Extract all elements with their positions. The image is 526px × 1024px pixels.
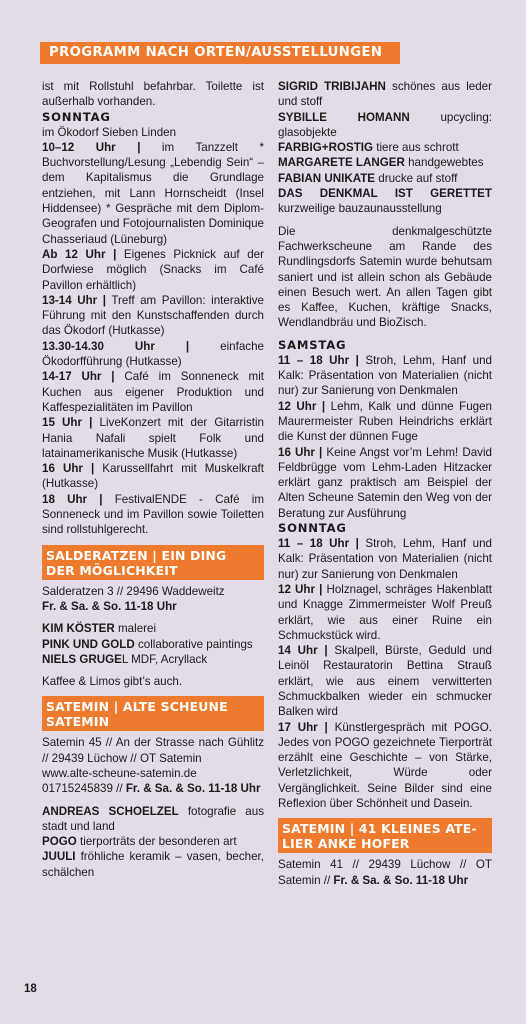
artist-desc: tiere aus schrott (373, 141, 459, 155)
event-time: 11 – 18 Uhr | (278, 537, 359, 551)
phone-number: 01715245839 // (42, 782, 126, 796)
event-text: Karussellfahrt mit Muskelkraft (Hutkasse) (42, 462, 264, 491)
day-heading-sunday: SONNTAG (42, 109, 111, 124)
artist-name: ANDREAS SCHOELZEL (42, 804, 179, 818)
event-item (278, 643, 492, 719)
event-time: 14-17 Uhr | (42, 370, 115, 384)
event-text: Stroh, Lehm, Hanf und Kalk: Präsentation von Materialien (nicht nur) zur Sanierung von Denkmalen (278, 537, 492, 581)
event-item (42, 461, 264, 492)
artist-desc: fotografie aus stadt und land (42, 804, 264, 833)
event-text: FestivalENDE - Café im Sonneneck und im Pavillon sowie Toiletten sind rollstuhlgerecht. (42, 492, 264, 537)
event-item (42, 415, 264, 461)
artist-item (278, 79, 492, 110)
section-heading-anke-hofer (278, 818, 492, 853)
event-time: 14 Uhr | (278, 644, 328, 658)
event-time: 10–12 Uhr | (42, 140, 141, 154)
artist-desc: upcycling: glasobjekte (278, 110, 492, 139)
event-text: Skalpell, Bürste, Geduld und Leinöl Restauratorin Bettina Strauß erklärt, wie aus einem verwitterten Schmuckbalken wieder ein schmucker Balken wird (278, 644, 492, 719)
section-title-line: DER MÖGLICHKEIT (46, 562, 178, 578)
event-text: einfache Ökodorfführung (Hutkasse) (42, 339, 264, 369)
event-item (42, 247, 264, 293)
event-time: 17 Uhr | (278, 720, 328, 734)
artist-item (278, 155, 492, 170)
left-column (42, 79, 264, 880)
event-text: Treff am Pavillon: interaktive Führung mit den Kunstschaffenden durch das Ökodorf (Hutkasse) (42, 293, 264, 338)
right-column (278, 79, 492, 888)
website-link[interactable]: www.alte-scheune-satemin.de (42, 766, 197, 780)
section-heading-salderatzen (42, 545, 264, 580)
event-item (278, 720, 492, 812)
section-title-line: LIER ANKE HOFER (282, 836, 410, 852)
event-time: 16 Uhr | (278, 445, 323, 459)
opening-hours: Fr. & Sa. & So. 11-18 Uhr (125, 782, 261, 796)
artist-name: SYBILLE HOMANN (278, 110, 410, 124)
artist-item (42, 834, 264, 849)
artist-item (278, 171, 492, 186)
artist-name: JUULI (42, 850, 76, 864)
event-text: LiveKonzert mit der Gitarristin Hania Nafali spielt Folk und latainamerikanische Musik (Hutkasse) (42, 416, 264, 460)
event-item (42, 369, 264, 415)
event-item (278, 353, 492, 399)
event-text: Stroh, Lehm, Hanf und Kalk: Präsentation von Materialien (nicht nur) zur Sanierung von Denkmalen (278, 353, 492, 398)
artist-item (42, 652, 264, 667)
section-title-line: SATEMIN | ALTE SCHEUNE (46, 699, 228, 715)
event-item (278, 582, 492, 643)
location-text: im Ökodorf Sieben Linden (42, 125, 177, 139)
event-time: Ab 12 Uhr | (42, 247, 117, 261)
event-text: Lehm, Kalk und dünne Fugen Maurermeister Ruben Heindrichs erklärt die Kunst der dünnen Fuge (278, 399, 492, 444)
event-item (42, 339, 264, 370)
event-text: im Tanzzelt * Buchvorstellung/Lesung „Lebendig Sein“ – dem Kapitalismus die Grundlage entziehen, mit Lann Hornscheidt (Insel Hiddensee) * Gespräche mit dem Diplom-Geografen und Fotojournalisten Dominique Chasseriaud (Lüneburg) (42, 140, 264, 246)
artist-name: POGO (42, 835, 77, 849)
event-text: Eigenes Picknick auf der Dorfwiese möglich (Snacks im Café Pavillon erhältlich) (42, 247, 264, 292)
artist-desc: collaborative paintings (134, 637, 253, 651)
address-and-hours (278, 857, 492, 888)
address-text: Satemin 41 // 29439 Lüchow // OT Satemin // (278, 858, 492, 887)
artist-item (278, 186, 492, 217)
artist-desc: L MDF, Acryllack (121, 652, 208, 666)
page-number: 18 (24, 983, 37, 995)
artist-name: MARGARETE LANGER (278, 156, 405, 170)
artist-name: KIM KÖSTER (42, 622, 115, 636)
intro-text: ist mit Rollstuhl befahrbar. Toilette ist außerhalb vorhanden. (42, 80, 264, 109)
event-item (42, 140, 264, 247)
artist-desc: tierporträts der besonderen art (76, 835, 237, 849)
event-time: 18 Uhr | (42, 492, 103, 506)
artist-name: DAS DENKMAL IST GERETTET (278, 187, 492, 201)
artist-name: FARBIG+ROSTIG (278, 141, 374, 155)
day-heading-sunday: SONNTAG (278, 521, 347, 536)
address-text: Satemin 45 // An der Strasse nach Gühlitz // 29439 Lüchow // OT Satemin (42, 736, 264, 765)
artist-item (278, 140, 492, 155)
artist-desc: handgewebtes (404, 156, 484, 170)
artist-item (42, 804, 264, 835)
artist-name: SIGRID TRIBIJAHN (278, 80, 386, 93)
artist-desc: kurzweilige bauzaunausstellung (278, 202, 442, 216)
event-time: 12 Uhr | (278, 399, 326, 413)
opening-hours: Fr. & Sa. & So. 11-18 Uhr (333, 873, 469, 887)
artist-item (278, 110, 492, 141)
event-time: 11 – 18 Uhr | (278, 353, 359, 367)
page-header-banner: PROGRAMM NACH ORTEN/AUSSTELLUNGEN (40, 42, 400, 64)
event-item (42, 293, 264, 339)
event-item (42, 492, 264, 538)
event-time: 15 Uhr | (42, 416, 93, 430)
event-text: Holznagel, schräges Hakenblatt und Knagge Zimmermeister Wolf Preuß erklärt, wie aus einer Ruine ein Schmuckstück wird. (278, 582, 492, 642)
event-text: Café im Sonneneck mit Kuchen aus eigener Produktion und Kaffespezialitäten im Pavillon (42, 370, 264, 414)
description-text: Die denkmalgeschützte Fachwerkscheune am Rande des Rundlingsdorfs Satemin wurde behutsam saniert und ist allein schon als Gebäude einen Besuch wert. An allen Tagen gibt es Kaffee, Kuchen, kräftige Snacks, Wendlandbräu und BioZisch. (278, 224, 492, 330)
artist-item (42, 849, 264, 880)
event-time: 16 Uhr | (42, 462, 95, 476)
event-time: 12 Uhr | (278, 582, 323, 596)
artist-name: NIELS GRUGE (42, 652, 122, 666)
event-text: Keine Angst vor’m Lehm! David Feldbrügge vom Lehm-Laden Hitzacker erklärt ganz praktisch am Beispiel der Alten Scheune Satemin den Weg von der Beratung zur Ausführung (278, 445, 492, 520)
event-time: 13-14 Uhr | (42, 293, 106, 307)
note-text: Kaffee & Limos gibt’s auch. (42, 675, 183, 689)
artist-desc: drucke auf stoff (375, 171, 458, 185)
opening-hours: Fr. & Sa. & So. 11-18 Uhr (42, 599, 177, 613)
section-title-line: SATEMIN (46, 714, 110, 730)
artist-name: PINK UND GOLD (42, 637, 135, 651)
event-item (278, 536, 492, 582)
event-item (278, 399, 492, 445)
section-title-line: SALDERATZEN | EIN DING (46, 547, 227, 563)
artist-desc: malerei (114, 622, 157, 636)
artist-item (42, 621, 264, 636)
address-text: Salderatzen 3 // 29496 Waddeweitz (42, 584, 225, 598)
event-text: Künstlergespräch mit POGO. Jedes von POGO gezeichnete Tierporträt erzählt eine Geschichte – von Stärke, Verletzlichkeit, Würde oder Vergänglichkeit. Seine Bilder sind eine Reflexion über Schönheit und Dasein. (278, 720, 492, 811)
phone-and-hours (42, 781, 264, 796)
event-item (278, 445, 492, 521)
artist-desc: schönes aus leder und stoff (278, 80, 492, 109)
event-time: 13.30-14.30 Uhr | (42, 339, 190, 353)
artist-desc: fröhliche keramik – vasen, becher, schälchen (42, 850, 264, 879)
section-title-line: SATEMIN | 41 KLEINES ATE- (282, 821, 477, 837)
section-heading-satemin-scheune (42, 696, 264, 731)
artist-item (42, 637, 264, 652)
artist-name: FABIAN UNIKATE (278, 171, 376, 185)
day-heading-saturday: SAMSTAG (278, 337, 347, 352)
